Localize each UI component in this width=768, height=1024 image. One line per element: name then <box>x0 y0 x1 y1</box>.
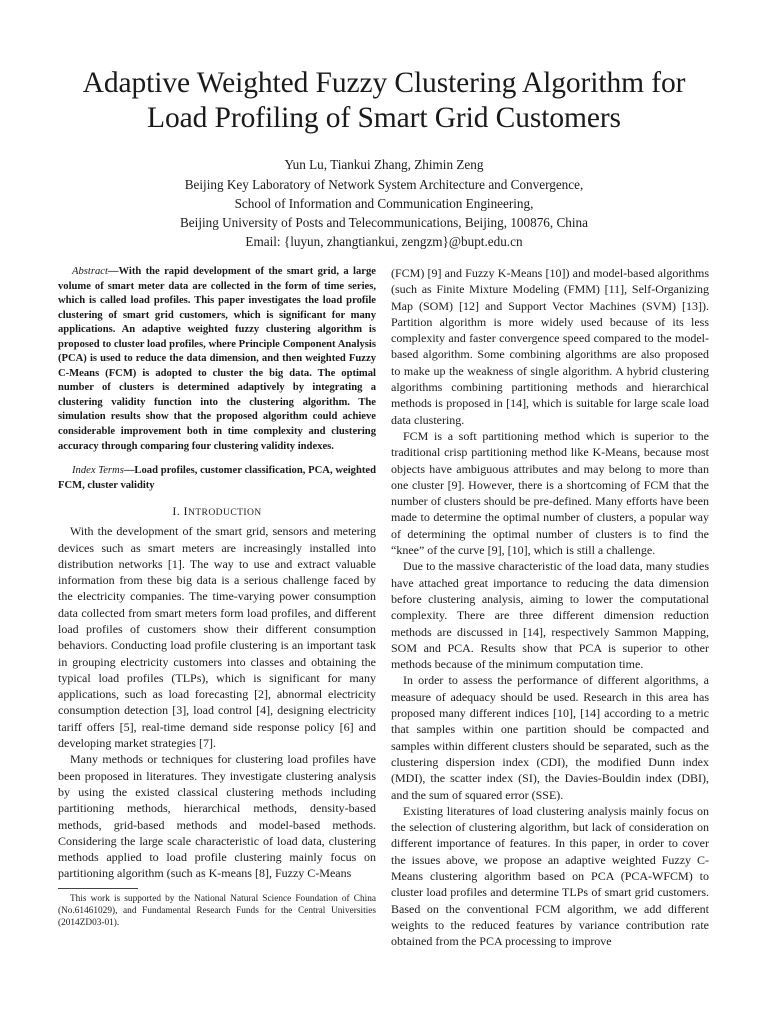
body-paragraph: With the development of the smart grid, sensors and metering devices such as smart meters are increasingly installed into distribution networks [1]. The way to use and extract valuable information from these big data is a serious challenge faced by the electricity companies. The time-varying power consumption data collected from smart meters form load profiles, and different load profiles of customers show their different consumption behaviors. Conducting load profile clustering is an important task in grouping electricity customers into classes and obtaining the typical load profiles (TLPs), which is significant for many applications, such as load forecasting [2], abnormal electricity consumption detection [3], load control [4], designing electricity tariff offers [5], real-time demand side response policy [6] and developing market strategies [7]. <box>58 524 376 751</box>
funding-note: This work is supported by the National Natural Science Foundation of China (No.61461029), and Fundamental Research Funds for the Central Universities (2014ZD03-01). <box>58 894 376 929</box>
footnote <box>58 893 376 930</box>
affiliation-line-3: Beijing University of Posts and Telecommunications, Beijing, 100876, China <box>180 215 588 230</box>
affiliation-line-2: School of Information and Communication Engineering, <box>234 196 534 211</box>
body-paragraph: Many methods or techniques for clustering load profiles have been proposed in literatures. They investigate clustering analysis by using the existed classical clustering methods including partitioning methods, hierarchical methods, density-based methods, grid-based methods and model-based methods. Considering the large scale characteristic of load data, clustering methods applied to load profile clustering mainly focus on partitioning algorithm (such as K-means [8], Fuzzy C-Means <box>58 752 376 881</box>
footnote-divider <box>58 888 138 889</box>
affiliation-line-1: Beijing Key Laboratory of Network System Architecture and Convergence, <box>184 177 584 192</box>
right-column <box>391 265 709 949</box>
body-paragraph: In order to assess the performance of different algorithms, a measure of adequacy should be used. Research in this area has proposed many different indices [10], [14] according to a metric that samples within one partition should be compacted and samples within different clusters should be separated, such as the clustering dispersion index (CDI), the modified Dunn index (MDI), the scatter index (SI), the Davies-Bouldin index (DBI), and the sum of squared error (SSE). <box>391 673 709 802</box>
index-terms <box>58 464 376 493</box>
index-terms-label: Index Terms <box>72 465 124 477</box>
body-paragraph: (FCM) [9] and Fuzzy K-Means [10]) and model-based algorithms (such as Finite Mixture Modeling (FMM) [11], Self-Organizing Map (SOM) [12] and Support Vector Machines (SVM) [13]). Partition algorithm is more widely used because of its less complexity and faster convergence speed compared to the model-based algorithm. Some combining algorithms are also proposed to make up the weakness of single algorithm. A hybrid clustering algorithms combining partitioning methods and hierarchical methods is proposed in [14], which is suitable for large scale load data clustering. <box>391 266 709 427</box>
title-line-1: Adaptive Weighted Fuzzy Clustering Algorithm for <box>82 67 686 99</box>
author-email: Email: {luyun, zhangtiankui, zengzm}@bupt.edu.cn <box>245 234 523 249</box>
body-paragraph: Existing literatures of load clustering analysis mainly focus on the selection of clustering algorithm, but lack of consideration on different importance of features. In this paper, in order to cover the issues above, we propose an adaptive weighted Fuzzy C-Means clustering algorithm based on PCA (PCA-WFCM) to cluster load profiles and determine TLPs of smart grid customers. Based on the conventional FCM algorithm, we add different weights to the reduced features by variance contribution rate obtained from the PCA processing to improve <box>391 803 709 949</box>
author-block <box>0 155 768 251</box>
abstract-label: Abstract <box>72 266 108 277</box>
body-paragraph: Due to the massive characteristic of the load data, many studies have attached great importance to reducing the data dimension before clustering analysis, aiming to lower the computational complexity. There are three different dimension reduction methods are discussed in [14], respectively Sammon Mapping, SOM and PCA. Results show that PCA is superior to other methods because of the minimum computation time. <box>391 559 709 672</box>
author-names: Yun Lu, Tiankui Zhang, Zhimin Zeng <box>284 157 484 172</box>
paper-title <box>40 66 728 136</box>
left-column <box>58 265 376 882</box>
abstract-text: —With the rapid development of the smart grid, a large volume of smart meter data are collected in the form of time series, which is called load profiles. This paper investigates the load profile clustering of smart grid customers, which is significant for many applications. An adaptive weighted fuzzy clustering algorithm is proposed to cluster load profiles, where Principle Component Analysis (PCA) is used to reduce the data dimension, and then weighted Fuzzy C-Means (FCM) is adopted to cluster the big data. The optimal number of clusters is determined adaptively by integrating a clustering validity function into the clustering algorithm. The simulation results show that the proposed algorithm could achieve considerable improvement both in time complexity and clustering accuracy through comparing four clustering validity indexes. <box>58 266 376 452</box>
index-terms-text: —Load profiles, customer classification, PCA, weighted FCM, cluster validity <box>58 465 376 491</box>
abstract <box>58 265 376 454</box>
body-paragraph: FCM is a soft partitioning method which is superior to the traditional crisp partitioning method like K-Means, because most objects have ambiguous attributes and may belong to more than one cluster [9]. However, there is a shortcoming of FCM that the number of clusters should be pre-defined. Many efforts have been made to determine the optimal number of clusters, a popular way of determining the optimal number of clusters is to find the “knee” of the curve [9], [10], which is still a challenge. <box>391 428 709 558</box>
title-line-2: Load Profiling of Smart Grid Customers <box>147 102 621 134</box>
section-heading-introduction: I. INTRODUCTION <box>172 504 262 519</box>
